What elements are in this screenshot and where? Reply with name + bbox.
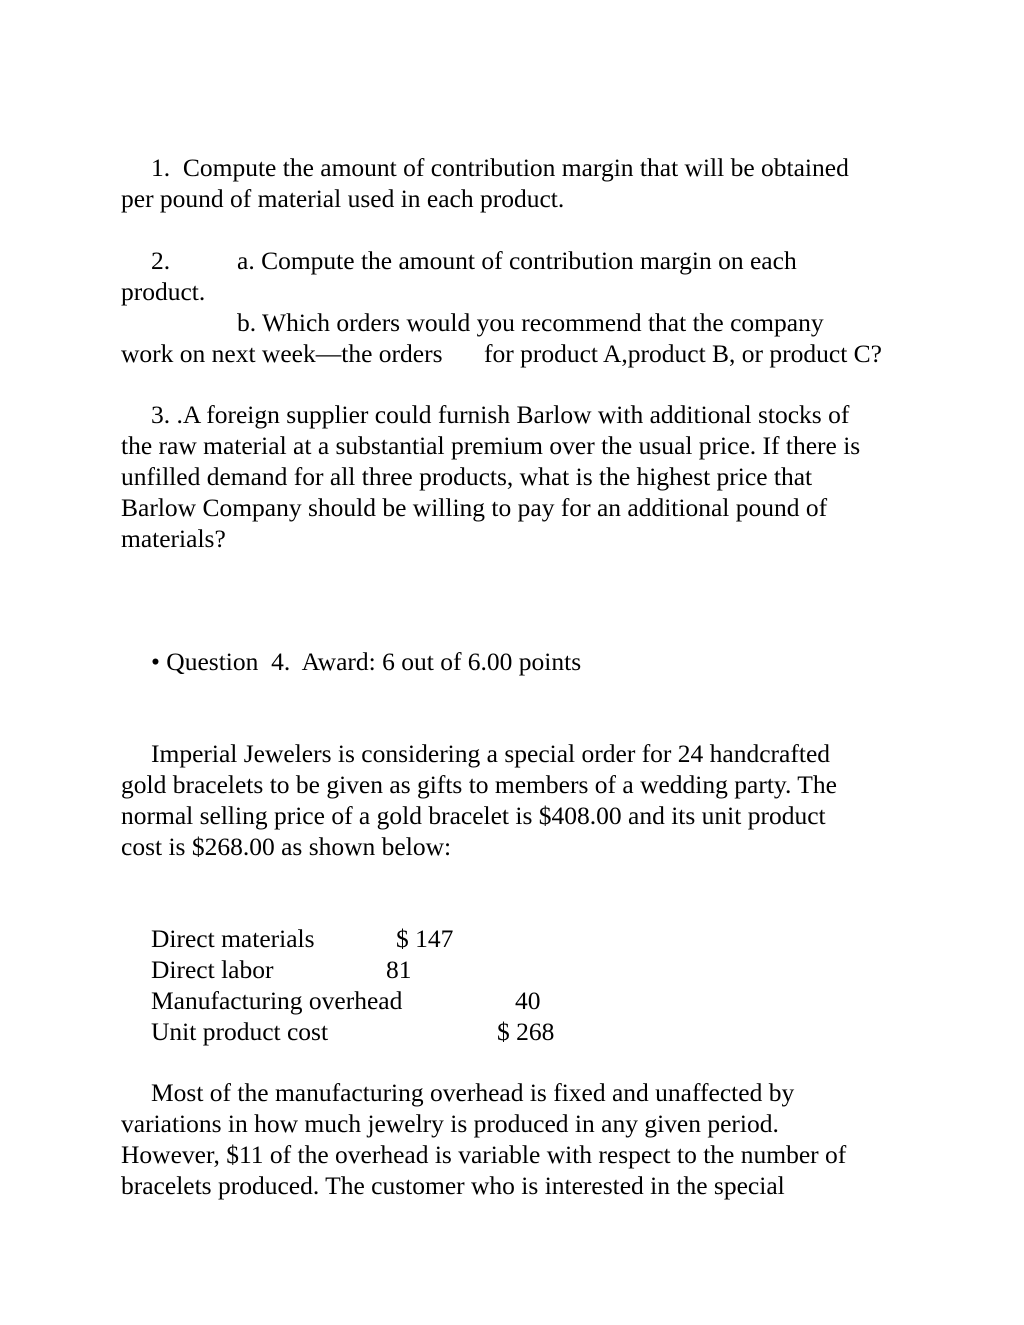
cost-value: 40 bbox=[515, 986, 541, 1015]
overhead-line-1: Most of the manufacturing overhead is fixed and unaffected by bbox=[151, 1078, 795, 1107]
question-2b-line-2b: for product A,product B, or product C? bbox=[484, 339, 883, 368]
question-2a-line-1: a. Compute the amount of contribution margin on each bbox=[237, 246, 797, 275]
cost-value: $ 147 bbox=[396, 924, 454, 953]
intro-line-2: gold bracelets to be given as gifts to members of a wedding party. The bbox=[121, 770, 837, 799]
intro-line-1: Imperial Jewelers is considering a special order for 24 handcrafted bbox=[151, 739, 831, 768]
question-3-line-1: 3. .A foreign supplier could furnish Barlow with additional stocks of bbox=[151, 400, 850, 429]
cost-label: Unit product cost bbox=[151, 1017, 329, 1046]
intro-line-4: cost is $268.00 as shown below: bbox=[121, 832, 452, 861]
question-3-line-3: unfilled demand for all three products, what is the highest price that bbox=[121, 462, 813, 491]
intro-line-3: normal selling price of a gold bracelet is $408.00 and its unit product bbox=[121, 801, 826, 830]
question-3-line-5: materials? bbox=[121, 524, 226, 553]
cost-value: $ 268 bbox=[497, 1017, 555, 1046]
question-2a-line-2: product. bbox=[121, 277, 206, 306]
cost-label: Direct materials bbox=[151, 924, 315, 953]
question-3-line-4: Barlow Company should be willing to pay for an additional pound of bbox=[121, 493, 828, 522]
question-1-line-1: 1. Compute the amount of contribution margin that will be obtained bbox=[151, 153, 849, 182]
cost-label: Manufacturing overhead bbox=[151, 986, 403, 1015]
overhead-line-3: However, $11 of the overhead is variable with respect to the number of bbox=[121, 1140, 847, 1169]
question-3-line-2: the raw material at a substantial premium over the usual price. If there is bbox=[121, 431, 861, 460]
overhead-line-4: bracelets produced. The customer who is interested in the special bbox=[121, 1171, 785, 1200]
overhead-line-2: variations in how much jewelry is produced in any given period. bbox=[121, 1109, 779, 1138]
question-2-number: 2. bbox=[151, 246, 171, 275]
cost-label: Direct labor bbox=[151, 955, 274, 984]
question-1-line-2: per pound of material used in each product. bbox=[121, 184, 565, 213]
cost-value: 81 bbox=[386, 955, 412, 984]
question-4-header: • Question 4. Award: 6 out of 6.00 points bbox=[151, 647, 582, 676]
question-2b-line-1: b. Which orders would you recommend that the company bbox=[237, 308, 824, 337]
question-2b-line-2a: work on next week—the orders bbox=[121, 339, 443, 368]
